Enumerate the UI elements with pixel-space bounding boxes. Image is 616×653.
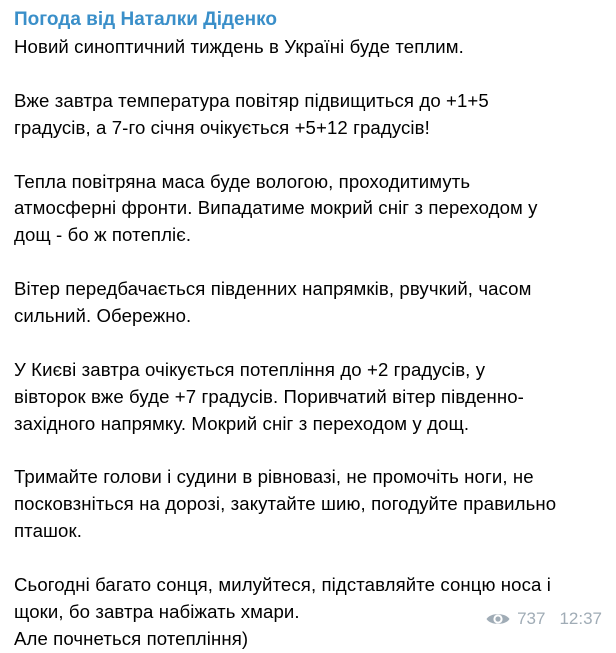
message-meta [485,608,602,630]
text-line: пташок. [14,520,82,542]
text-line: вівторок вже буде +7 градусів. Поривчатий вітер південно- [14,385,524,407]
text-line: щоки, бо завтра набіжать хмари. [14,600,300,622]
text-line: У Києві завтра очікується потепління до +2 градусів, у [14,358,486,380]
paragraph-1 [14,34,616,61]
text-line: Вже завтра температура повітяр підвищиться до +1+5 [14,89,489,111]
paragraph-5 [14,357,616,438]
text-line: атмосферні фронти. Випадатиме мокрий сніг з переходом у [14,197,538,219]
text-line: західного напрямку. Мокрий сніг з переходом у дощ. [14,412,470,434]
text-line: Вітер передбачається південних напрямків, рвучкий, часом [14,278,532,300]
eye-icon [485,610,511,628]
paragraph-3 [14,169,616,250]
text-line: сильний. Обережно. [14,305,192,327]
text-line: Тепла повітряна маса буде вологою, проходитимуть [14,170,471,192]
text-line: посковзніться на дорозі, закутайте шию, погодуйте правильно [14,493,557,515]
text-line: дощ - бо ж потепліє. [14,224,192,246]
message-text [14,34,616,653]
text-line: градусів, а 7-го січня очікується +5+12 градусів! [14,116,430,138]
text-line: Тримайте голови і судини в рівновазі, не промочіть ноги, не [14,466,534,488]
text-line: Новий синоптичний тиждень в Україні буде теплим. [14,36,464,57]
paragraph-4 [14,276,616,330]
paragraph-6 [14,464,616,545]
text-line: Але почнеться потепління) [14,627,249,649]
channel-name[interactable]: Погода від Наталки Діденко [14,9,277,30]
paragraph-2 [14,88,616,142]
text-line: Сьогодні багато сонця, милуйтеся, підставляйте сонцю носа і [14,574,551,596]
view-count: 737 [517,609,546,628]
message-time: 12:37 [559,609,602,628]
